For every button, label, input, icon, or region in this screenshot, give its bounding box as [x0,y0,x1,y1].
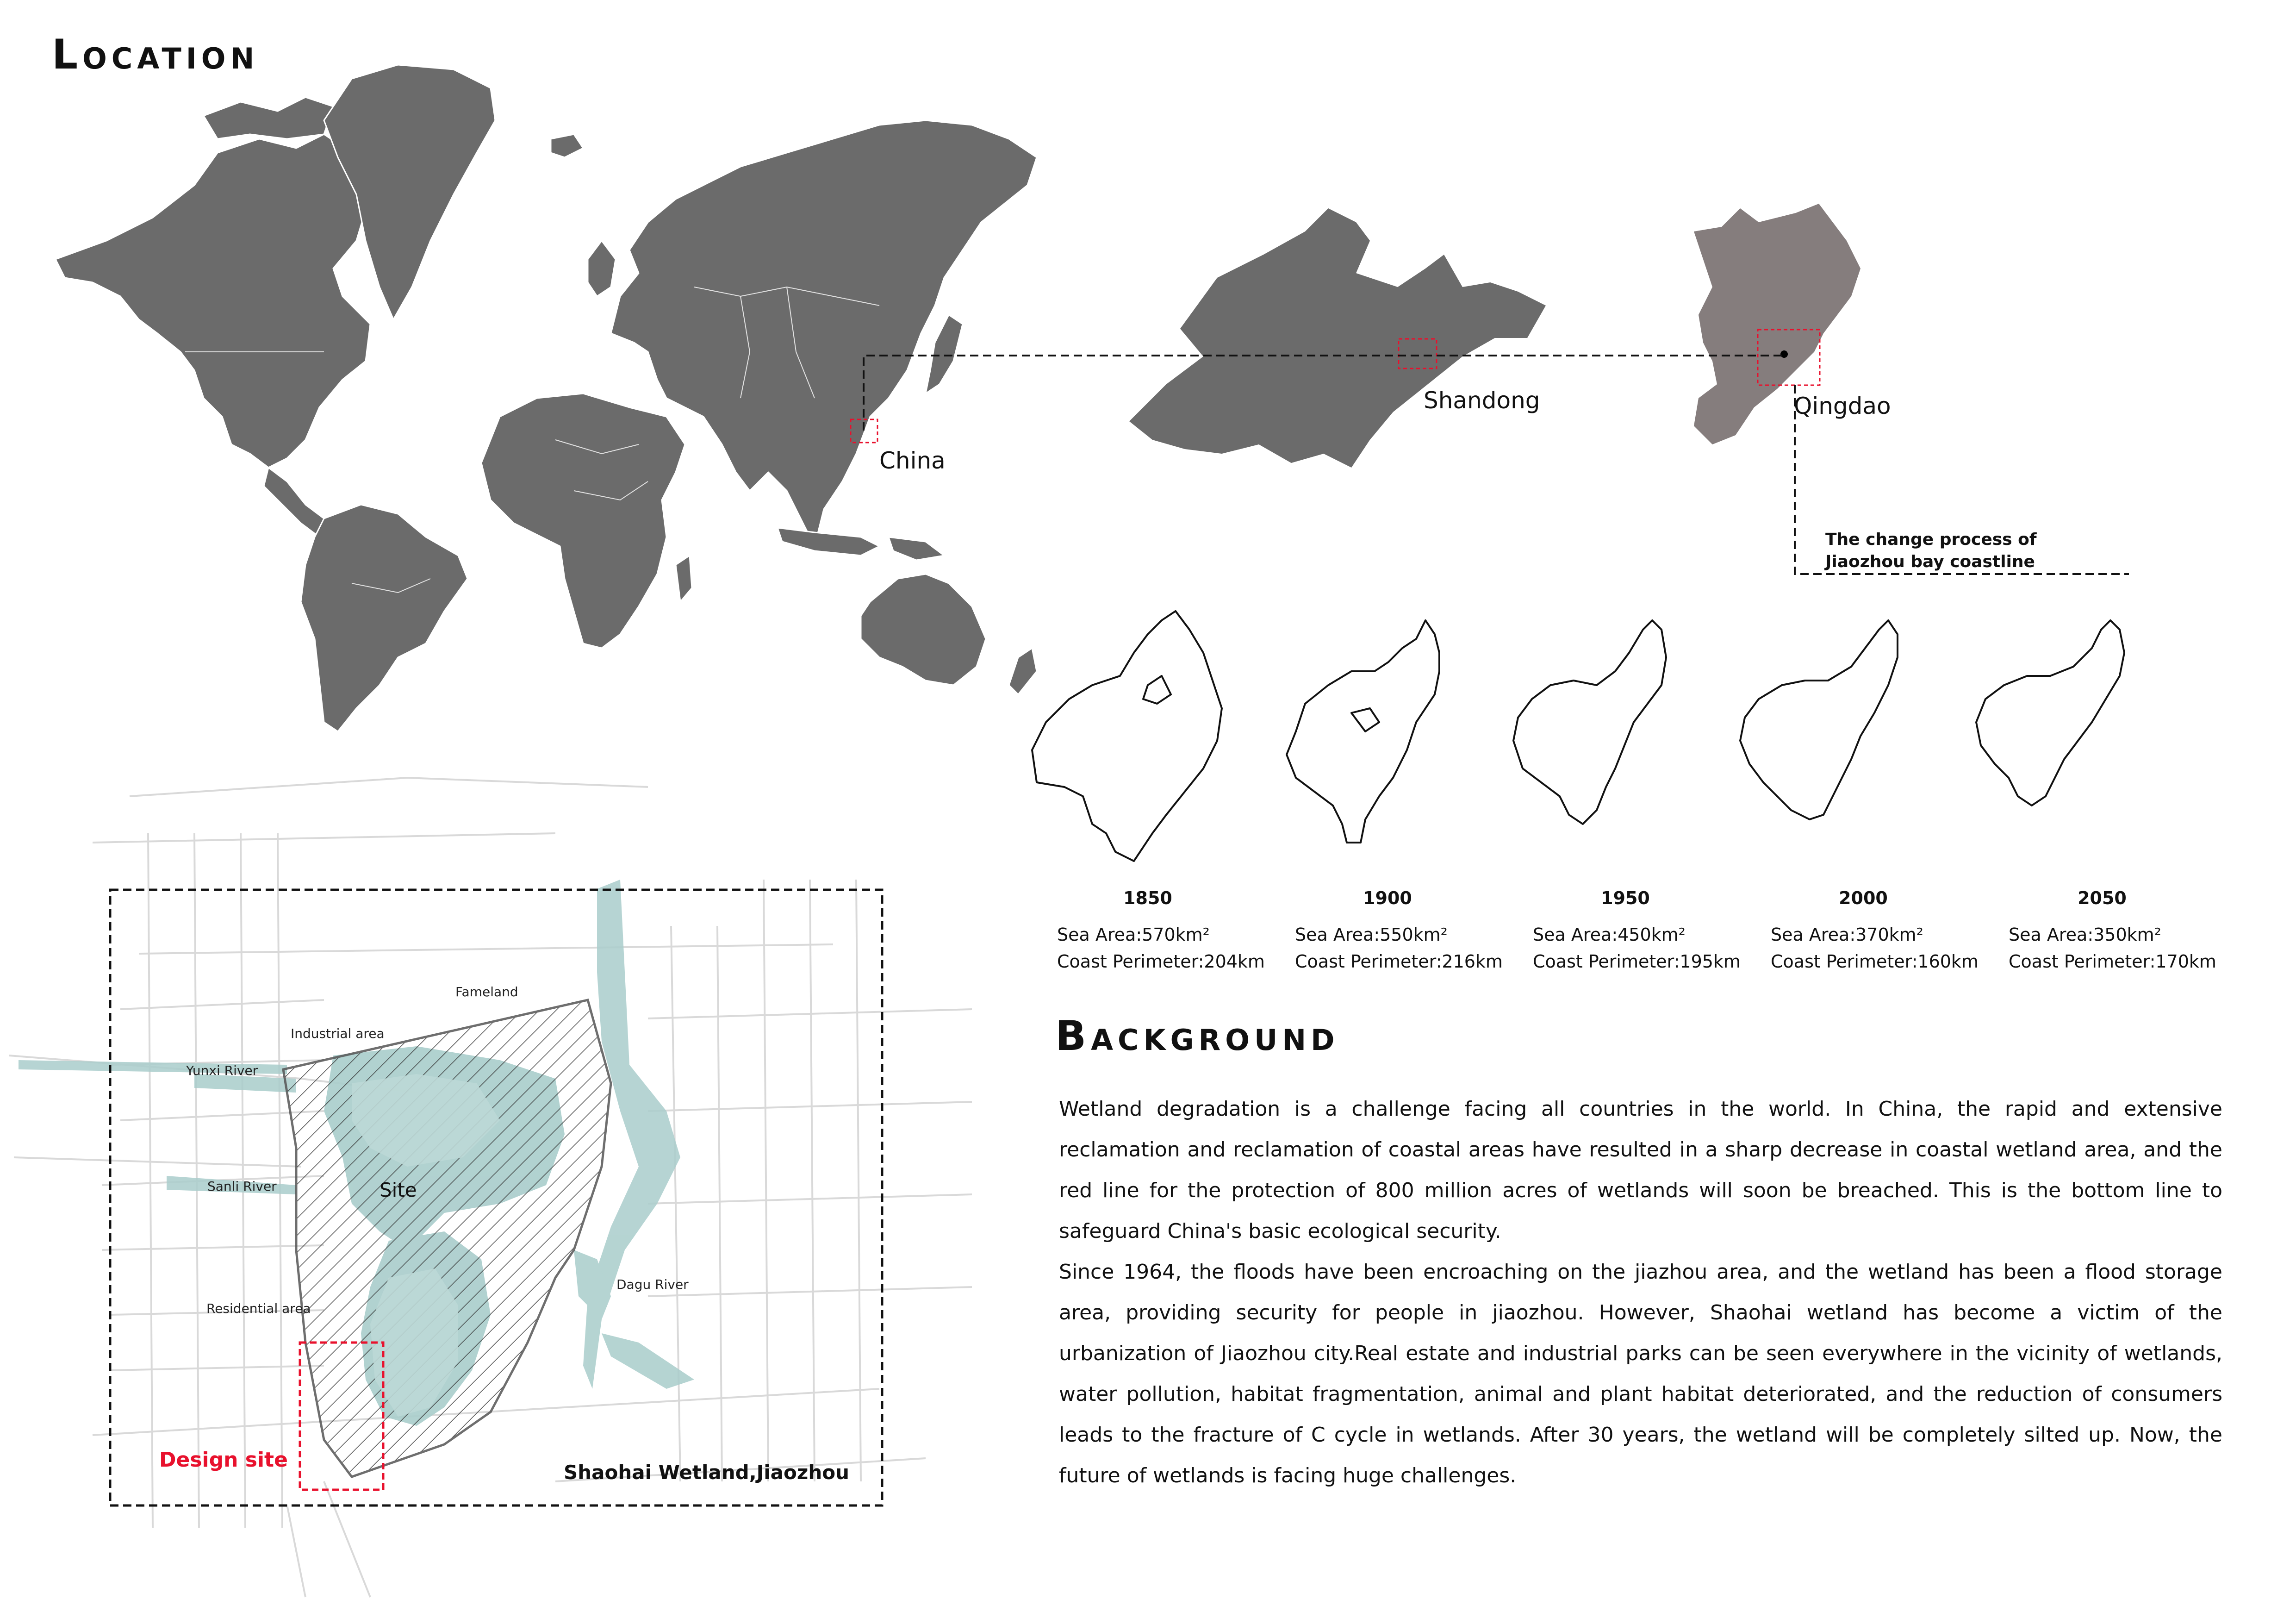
stats-1850 [1057,921,1265,975]
perimeter-2000: Coast Perimeter:160km [1771,951,1979,972]
coast-caption-line-1: The change process of [1825,530,2037,549]
coastline-2050 [1976,620,2124,806]
sea-area-1950: Sea Area:450km² [1533,924,1686,945]
wetland-boundary [283,1000,611,1477]
coastline-1950 [1513,620,1666,824]
perimeter-1900: Coast Perimeter:216km [1295,951,1503,972]
location-title: Location [52,31,259,78]
stats-1950 [1533,921,1741,975]
year-1950: 1950 [1601,888,1650,908]
coastline-1900 [1287,620,1439,843]
sea-area-1900: Sea Area:550km² [1295,924,1448,945]
sea-area-2050: Sea Area:350km² [2009,924,2161,945]
coastline-1850 [1032,611,1222,861]
shandong-label: Shandong [1424,387,1540,414]
background-title: Background [1055,1012,1339,1060]
fameland-label: Fameland [455,984,518,999]
stats-2050 [2009,921,2216,975]
year-2000: 2000 [1839,888,1888,908]
coastline-outlines [1027,602,2212,880]
china-label: China [879,447,946,474]
background-body [1059,1089,2222,1496]
sea-area-1850: Sea Area:570km² [1057,924,1210,945]
year-1850: 1850 [1123,888,1172,908]
stats-1900 [1295,921,1503,975]
design-site-label: Design site [159,1448,288,1472]
background-paragraph-1: Wetland degradation is a challenge facing all countries in the world. In China, the rapid and extensive reclamation and reclamation of coastal areas have resulted in a sharp decrease in coastal wetland area, and the red line for the protection of 800 million acres of wetlands will soon be breached. This is the bottom line to safeguard China's basic ecological security. [1059,1097,2222,1243]
industrial-area-label: Industrial area [291,1026,385,1041]
perimeter-1950: Coast Perimeter:195km [1533,951,1741,972]
qingdao-label: Qingdao [1794,393,1891,419]
year-1900: 1900 [1363,888,1412,908]
sea-area-2000: Sea Area:370km² [1771,924,1923,945]
site-map [0,694,1041,1624]
yunxi-river-label: Yunxi River [186,1063,258,1078]
coast-caption-line-2: Jiaozhou bay coastline [1825,552,2035,571]
perimeter-1850: Coast Perimeter:204km [1057,951,1265,972]
coast-caption [1825,529,2037,573]
stats-2000 [1771,921,1979,975]
site-label: Site [380,1179,417,1201]
background-paragraph-2: Since 1964, the floods have been encroaching on the jiazhou area, and the wetland has been a flood storage area, providing security for people in jiaozhou. However, Shaohai wetland has become a victim of the urbanization of Jiaozhou city.Real estate and industrial parks can be seen everywhere in the vicinity of wetlands, water pollution, habitat fragmentation, animal and plant habitat deteriorated, and the reduction of consumers leads to the fracture of C cycle in wetlands. After 30 years, the wetland will be completely silted up. Now, the future of wetlands is facing huge challenges. [1059,1260,2222,1487]
site-caption: Shaohai Wetland,Jiaozhou [564,1461,849,1484]
year-2050: 2050 [2078,888,2127,908]
sanli-river-label: Sanli River [207,1179,277,1194]
perimeter-2050: Coast Perimeter:170km [2009,951,2216,972]
connector-lines [0,0,2296,583]
residential-area-label: Residential area [206,1301,311,1316]
australia-landmass [861,574,986,685]
dagu-river-label: Dagu River [616,1277,689,1292]
coastline-2000 [1740,620,1898,819]
